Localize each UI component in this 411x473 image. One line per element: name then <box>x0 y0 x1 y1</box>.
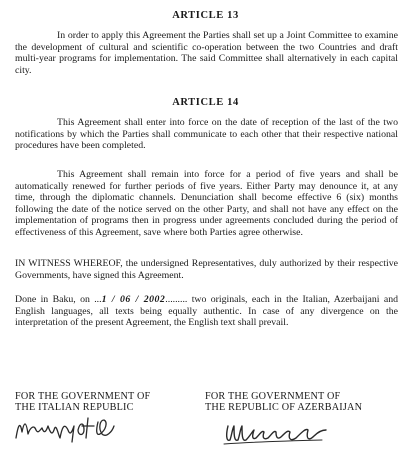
signatory-italy-line-2: THE ITALIAN REPUBLIC <box>15 402 134 413</box>
signature-italy-image <box>12 408 122 448</box>
article-13-text: In order to apply this Agreement the Parties shall set up a Joint Committee to examine the development of cultural and scientific co-operation between the two Countries and draft multi-year programs for implementation. The said Committee shall alternatively in each capital city. <box>15 30 398 76</box>
signing-date: 1 / 06 / 2002 <box>101 294 166 305</box>
witness-clause: IN WITNESS WHEREOF, the undersigned Representatives, duly authorized by their respective Governments, have signed this Agreement. <box>15 258 398 281</box>
signature-azerbaijan-image <box>222 418 332 450</box>
done-in-baku-clause <box>15 294 398 329</box>
article-14-paragraph-2: This Agreement shall remain into force for a period of five years and shall be automatically renewed for further periods of five years. Either Party may denounce it, at any time, through the diplomatic channels. Denunciation shall become effective 6 (six) months following the date of the notice served on the other Party, and shall not have any effect on the implementation of programs then in progress under agreements concluded during the period of effectiveness of this Agreement, save where both Parties agree otherwise. <box>15 169 398 238</box>
article-13-heading: ARTICLE 13 <box>172 10 239 21</box>
done-suffix: ......... two originals, each in the Italian, Azerbaijani and English languages, all texts being equally authentic. In case of any divergence on the interpretation of the present Agreement, the English text shall prevail. <box>15 294 399 329</box>
article-14-heading: ARTICLE 14 <box>172 97 239 108</box>
signatory-azerbaijan-line-1: FOR THE GOVERNMENT OF <box>205 391 341 402</box>
signatory-italy-line-1: FOR THE GOVERNMENT OF <box>15 391 151 402</box>
done-prefix: Done in Baku, on ... <box>15 294 102 305</box>
article-14-paragraph-1: This Agreement shall enter into force on the date of reception of the last of the two notifications by which the Parties shall communicate to each other that their respective national procedures have been completed. <box>15 117 398 152</box>
signatory-azerbaijan-block <box>205 391 362 413</box>
signatory-azerbaijan-line-2: THE REPUBLIC OF AZERBAIJAN <box>205 402 363 413</box>
